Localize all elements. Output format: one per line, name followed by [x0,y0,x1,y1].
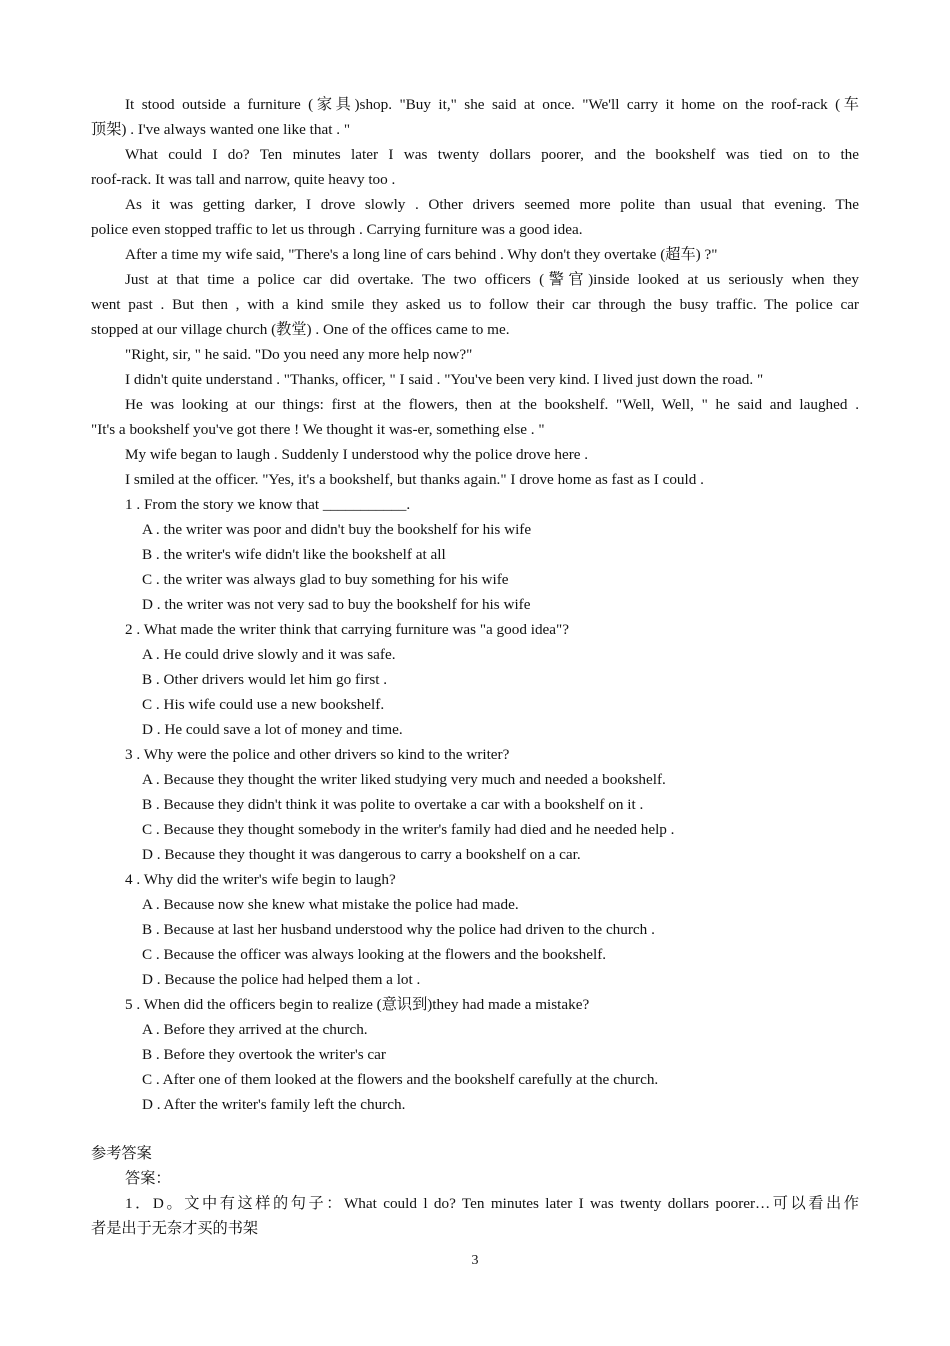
passage [91,92,859,492]
question [91,492,859,617]
passage-line: Just at that time a police car did overtake. The two officers (警官)inside looked at us seriously when they [125,271,859,288]
question-option: D . He could save a lot of money and time. [142,721,403,738]
passage-line: I smiled at the officer. "Yes, it's a bookshelf, but thanks again." I drove home as fast as I could . [125,471,704,488]
question-option: B . Before they overtook the writer's car [142,1046,386,1063]
passage-line: He was looking at our things: first at the flowers, then at the bookshelf. "Well, Well, " he said and laughed . [125,396,859,413]
question-stem: 2 . What made the writer think that carrying furniture was "a good idea"? [125,621,569,638]
question-option: A . the writer was poor and didn't buy the bookshelf for his wife [142,521,532,538]
question [91,992,859,1117]
section-gap [91,1117,859,1141]
question-option: D . Because they thought it was dangerous to carry a bookshelf on a car. [142,846,581,863]
question [91,867,859,992]
question-option: D . After the writer's family left the church. [142,1096,406,1113]
question-option: D . Because the police had helped them a lot . [142,971,421,988]
question-stem: 3 . Why were the police and other drivers so kind to the writer? [125,746,510,763]
passage-line: 顶架) . I've always wanted one like that . " [91,121,351,138]
questions [91,492,859,1117]
question-option: D . the writer was not very sad to buy the bookshelf for his wife [142,596,531,613]
question-option: A . Because now she knew what mistake the police had made. [142,896,519,913]
question [91,742,859,867]
passage-line: roof-rack. It was tall and narrow, quite heavy too . [91,171,396,188]
passage-line: "Right, sir, " he said. "Do you need any more help now?" [125,346,473,363]
answer-label: 答案： [125,1170,171,1187]
passage-line: I didn't quite understand . "Thanks, officer, " I said . "You've been very kind. I lived just down the road. " [125,371,764,388]
question-option: B . Because they didn't think it was polite to overtake a car with a bookshelf on it . [142,796,644,813]
passage-line: After a time my wife said, "There's a long line of cars behind . Why don't they overtake (超车) ?" [125,246,718,263]
passage-line: My wife began to laugh . Suddenly I understood why the police drove here . [125,446,589,463]
question-option: B . Other drivers would let him go first . [142,671,388,688]
passage-line: went past . But then , with a kind smile they asked us to follow their car through the busy traffic. The police car [91,296,859,313]
question-option: C . the writer was always glad to buy something for his wife [142,571,509,588]
question [91,617,859,742]
passage-line: As it was getting darker, I drove slowly . Other drivers seemed more polite than usual that evening. The [125,196,859,213]
question-option: C . Because they thought somebody in the writer's family had died and he needed help . [142,821,675,838]
question-option: A . He could drive slowly and it was safe. [142,646,396,663]
question-stem: 1 . From the story we know that ___________. [125,496,411,513]
question-stem: 4 . Why did the writer's wife begin to laugh? [125,871,396,888]
answer-section [91,1141,859,1241]
question-option: C . His wife could use a new bookshelf. [142,696,385,713]
question-option: A . Because they thought the writer liked studying very much and needed a bookshelf. [142,771,666,788]
question-option: A . Before they arrived at the church. [142,1021,368,1038]
passage-line: police even stopped traffic to let us through . Carrying furniture was a good idea. [91,221,583,238]
question-stem: 5 . When did the officers begin to realize (意识到)they had made a mistake? [125,996,590,1013]
answer-line: 1．D。文中有这样的句子：What could l do? Ten minutes later I was twenty dollars poorer…可以看出作 [125,1195,859,1212]
question-option: C . Because the officer was always looking at the flowers and the bookshelf. [142,946,607,963]
question-option: C . After one of them looked at the flowers and the bookshelf carefully at the church. [142,1071,659,1088]
answer-line: 者是出于无奈才买的书架 [91,1220,259,1237]
passage-line: What could I do? Ten minutes later I was twenty dollars poorer, and the bookshelf was tied on to the [125,146,859,163]
question-option: B . the writer's wife didn't like the bookshelf at all [142,546,446,563]
passage-line: It stood outside a furniture (家具)shop. "Buy it," she said at once. "We'll carry it home on the roof-rack (车 [125,96,859,113]
passage-line: stopped at our village church (教堂) . One of the offices came to me. [91,321,510,338]
page-content [91,92,859,1241]
question-option: B . Because at last her husband understood why the police had driven to the church . [142,921,655,938]
answer-heading: 参考答案 [91,1145,152,1162]
passage-line: "It's a bookshelf you've got there ! We thought it was-er, something else . " [91,421,545,438]
page-number: 3 [471,1253,479,1268]
